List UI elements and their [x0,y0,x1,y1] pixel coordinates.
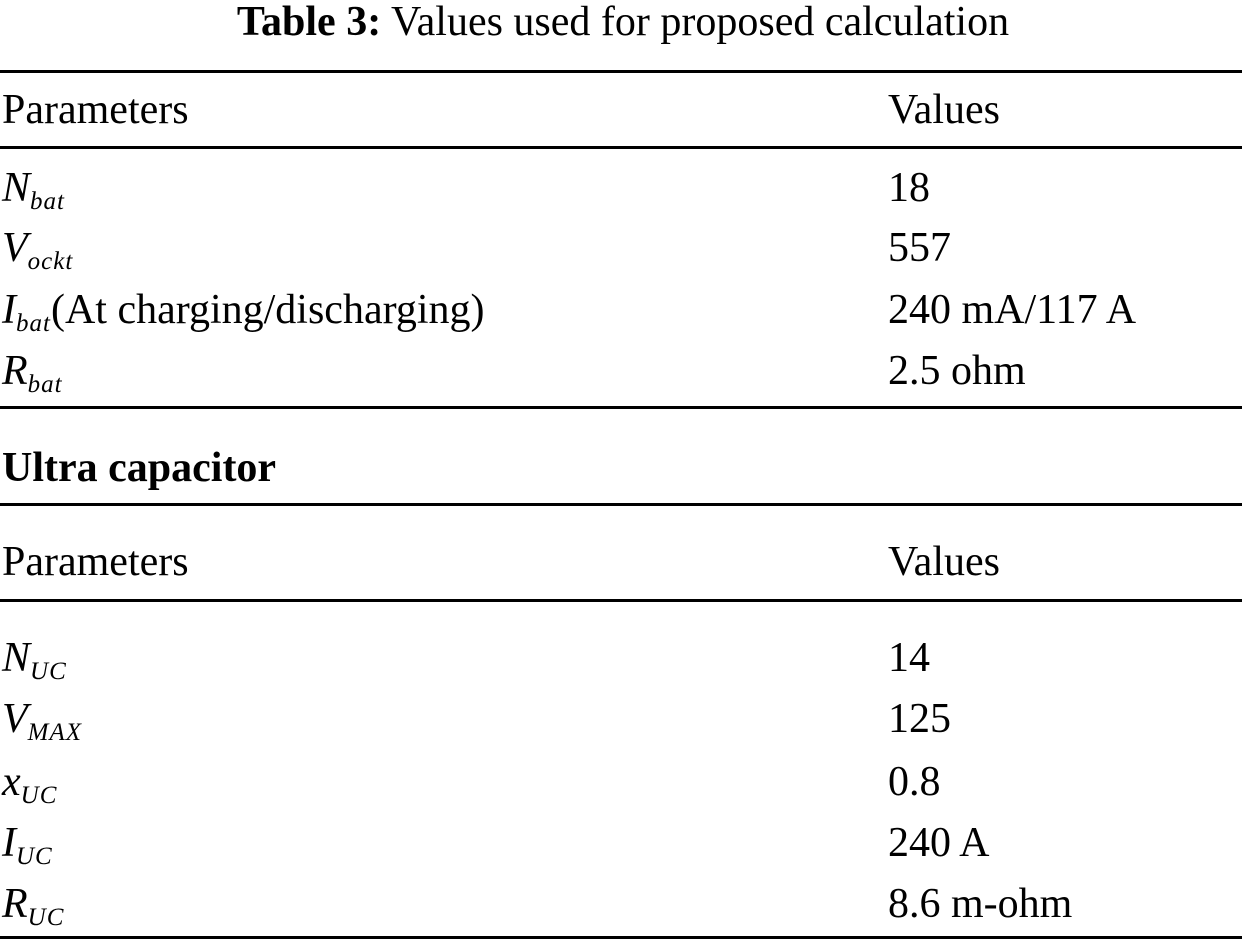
uc-top-rule [0,503,1242,506]
value-cell: 18 [888,165,930,211]
table-row [0,280,1242,340]
parameter-cell [2,158,65,218]
table-top-rule [0,70,1242,73]
parameter-subscript: bat [16,310,51,337]
parameter-cell [2,689,82,749]
value-cell: 240 A [888,820,990,866]
value-cell: 2.5 ohm [888,348,1026,394]
parameter-subscript: UC [20,782,58,809]
parameter-subscript: MAX [27,719,83,746]
parameter-subscript: UC [27,904,65,931]
value-cell: 8.6 m-ohm [888,881,1073,927]
battery-header-parameters: Parameters [2,87,189,133]
uc-table-header-row [0,532,1242,592]
parameter-subscript: UC [16,843,53,870]
uc-header-parameters: Parameters [2,539,189,585]
table-caption-label: Table 3: [236,0,382,45]
parameter-cell [2,341,63,401]
uc-header-rule [0,599,1242,602]
battery-header-rule [0,146,1242,149]
value-cell: 240 mA/117 A [888,287,1137,333]
battery-table-header-row [0,80,1242,140]
parameter-cell [2,280,484,340]
parameter-symbol: x [2,759,21,805]
table-row [0,628,1242,688]
uc-header-values: Values [888,539,1000,585]
parameter-suffix: (At charging/discharging) [50,287,485,333]
parameter-symbol: R [2,348,28,394]
parameter-subscript: UC [30,658,67,685]
parameter-symbol: N [2,165,31,211]
parameter-cell [2,628,67,688]
table-row [0,218,1242,278]
parameter-subscript: ockt [27,248,74,275]
value-cell: 14 [888,635,930,681]
parameter-cell [2,874,64,934]
parameter-symbol: R [2,881,28,927]
value-cell: 125 [888,696,951,742]
table-row [0,752,1242,812]
table-caption [0,0,1246,48]
parameter-subscript: bat [30,188,65,215]
parameter-cell [2,752,57,812]
parameter-symbol: I [2,287,16,333]
value-cell: 557 [888,225,951,271]
table-row [0,689,1242,749]
table-row [0,341,1242,401]
parameter-symbol: N [2,635,31,681]
uc-section-title: Ultra capacitor [2,445,277,491]
parameter-symbol: V [2,225,28,271]
parameter-cell [2,218,73,278]
table-caption-text: Values used for proposed calculation [390,0,1010,45]
battery-header-values: Values [888,87,1000,133]
value-cell: 0.8 [888,759,941,805]
table-row [0,874,1242,934]
battery-bottom-rule [0,406,1242,409]
parameter-cell [2,813,53,873]
table-row [0,158,1242,218]
parameter-subscript: bat [27,371,63,398]
parameter-symbol: V [2,696,28,742]
uc-bottom-rule [0,936,1242,939]
parameter-symbol: I [2,820,16,866]
table-row [0,813,1242,873]
